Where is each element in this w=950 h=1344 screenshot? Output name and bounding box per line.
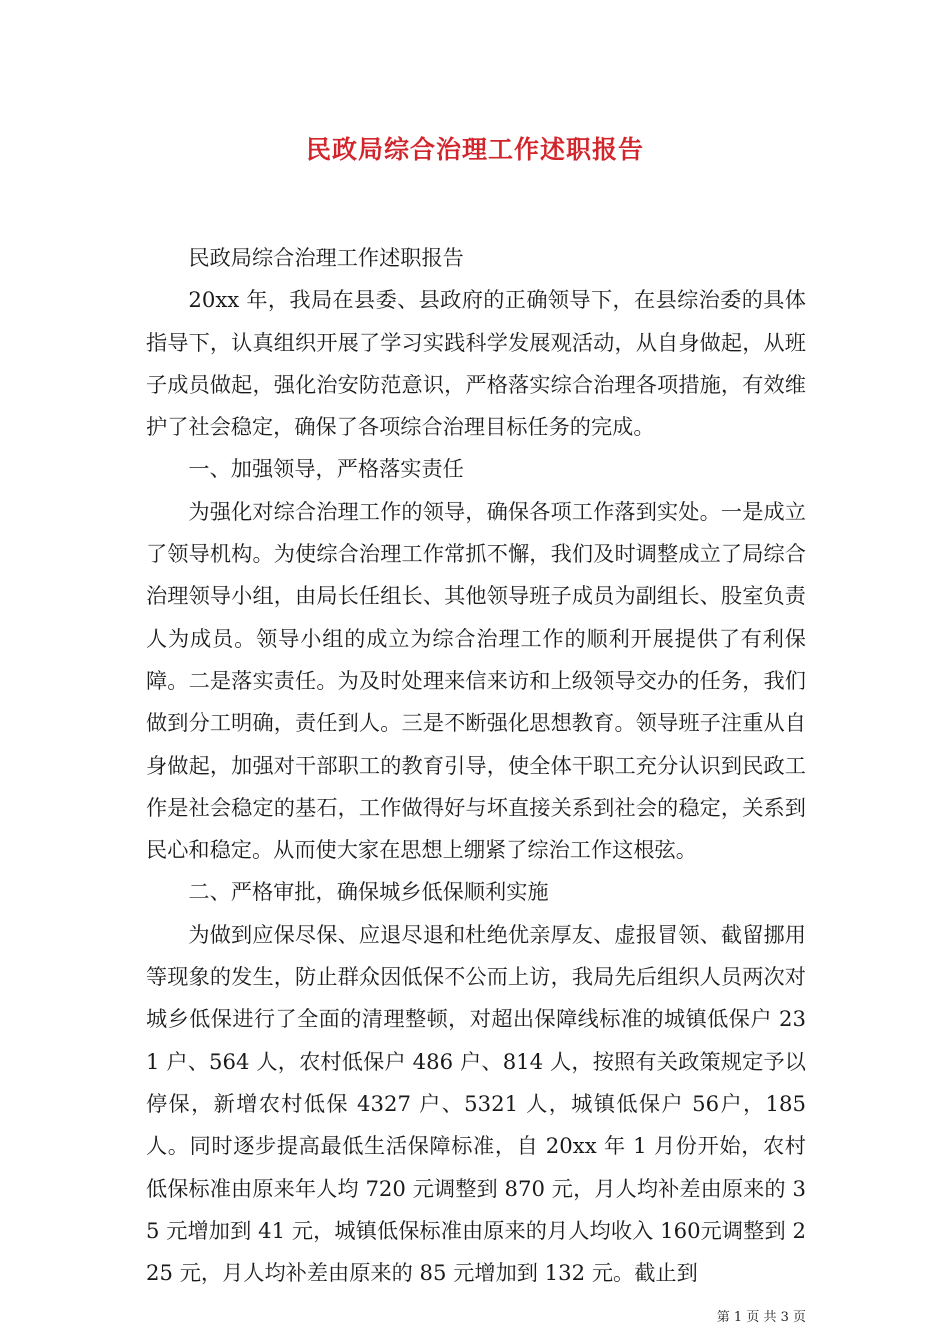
body-subtitle: 民政局综合治理工作述职报告	[188, 245, 464, 270]
paragraph-section-2: 为做到应保尽保、应退尽退和杜绝优亲厚友、虚报冒领、截留挪用等现象的发生，防止群众因低保不公而上访，我局先后组织人员两次对城乡低保进行了全面的清理整顿，对超出保障线标准的城镇低保户 231 户、564 人，农村低保户 486 户、814 人，按照有关政策规定予以停保，新增农村低保 4327 户、5321 人，城镇低保户 56户，185 人。同时逐步提高最低生活保障标准，自 20xx 年 1 月份开始，农村低保标准由原来年人均 720 元调整到 870 元，月人均补差由原来的 35 元增加到 41 元，城镇低保标准由原来的月人均收入 160元调整到 225 元，月人均补差由原来的 85 元增加到 132 元。截止到	[146, 921, 806, 1286]
paragraph-intro: 20xx 年，我局在县委、县政府的正确领导下，在县综治委的具体指导下，认真组织开展了学习实践科学发展观活动，从自身做起，从班子成员做起，强化治安防范意识，严格落实综合治理各项措施，有效维护了社会稳定，确保了各项综合治理目标任务的完成。	[146, 287, 806, 440]
paragraph-section-1: 为强化对综合治理工作的领导，确保各项工作落到实处。一是成立了领导机构。为使综合治理工作常抓不懈，我们及时调整成立了局综合治理领导小组，由局长任组长、其他领导班子成员为副组长、股室负责人为成员。领导小组的成立为综合治理工作的顺利开展提供了有利保障。二是落实责任。为及时处理来信来访和上级领导交办的任务，我们做到分工明确，责任到人。三是不断强化思想教育。领导班子注重从自身做起，加强对干部职工的教育引导，使全体干职工充分认识到民政工作是社会稳定的基石，工作做得好与坏直接关系到社会的稳定，关系到民心和稳定。从而使大家在思想上绷紧了综治工作这根弦。	[146, 498, 806, 863]
page-number-footer: 第 1 页 共 3 页	[716, 1310, 806, 1325]
section-heading-1: 一、加强领导，严格落实责任	[188, 456, 464, 482]
document-title: 民政局综合治理工作述职报告	[305, 135, 644, 164]
section-heading-2: 二、严格审批，确保城乡低保顺利实施	[188, 879, 549, 905]
document-body	[146, 237, 806, 1294]
